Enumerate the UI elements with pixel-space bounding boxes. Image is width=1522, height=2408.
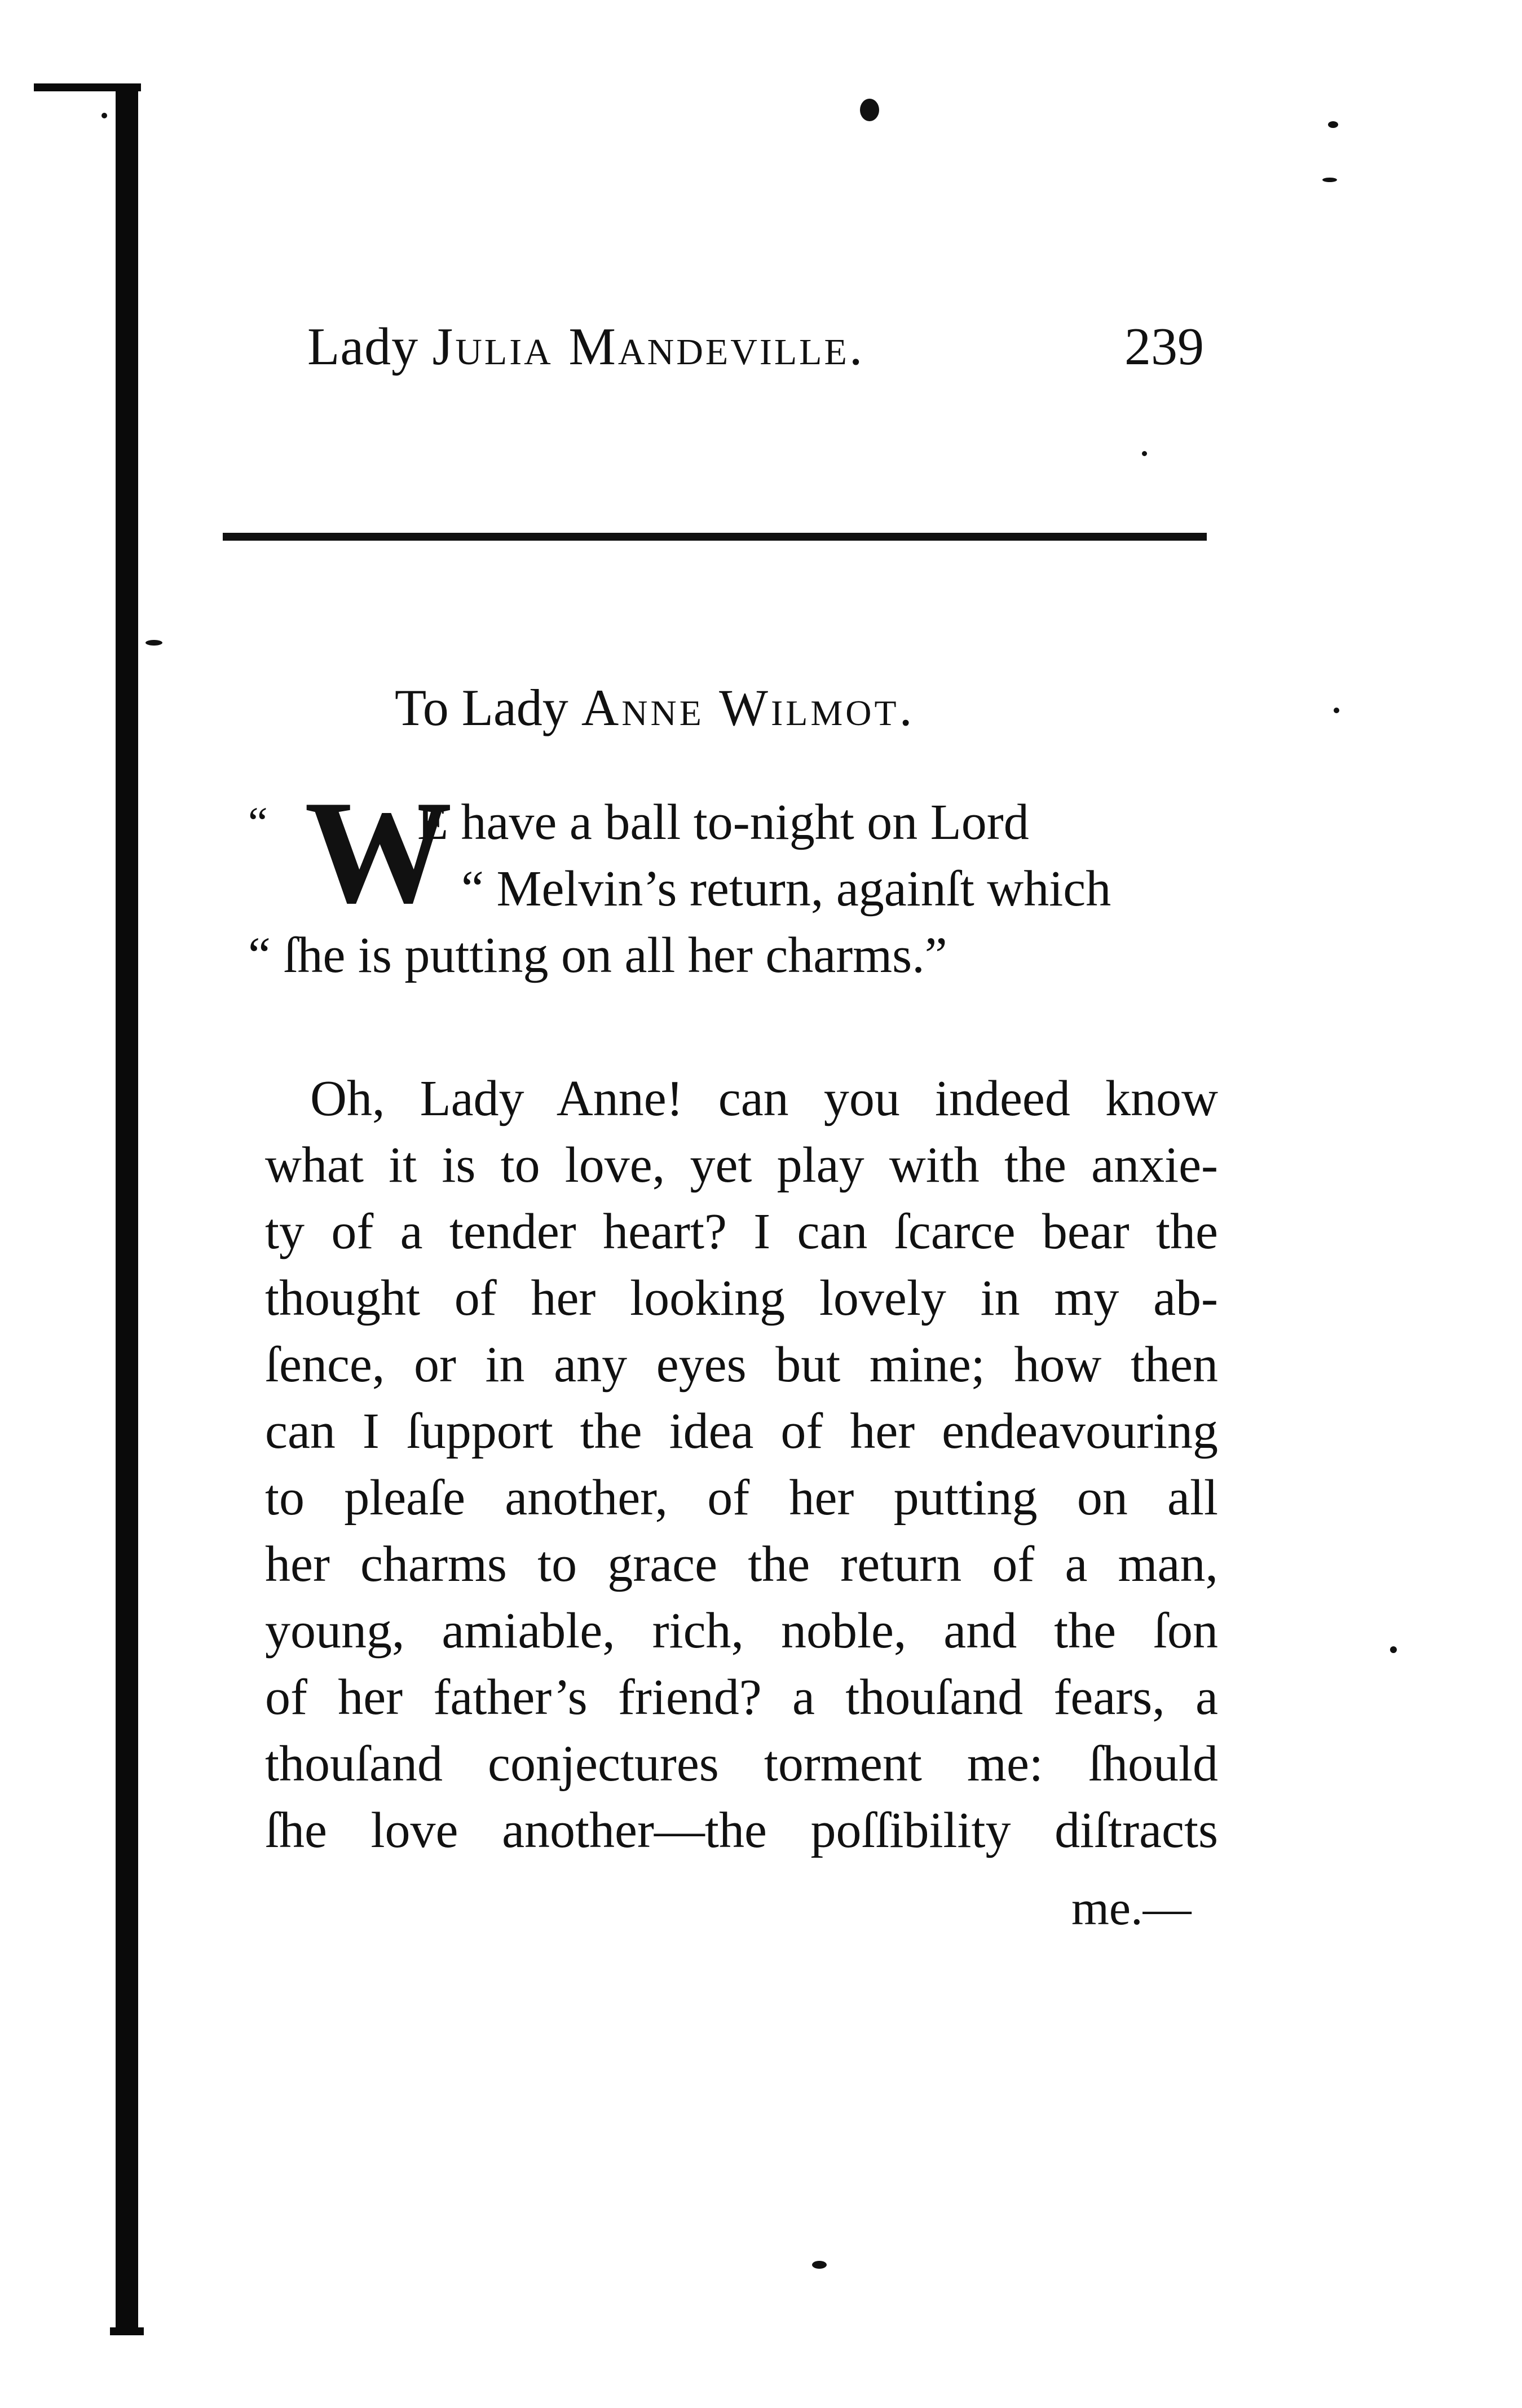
body-line: ſhe love another—the poſſibility diſtracts xyxy=(265,1802,1218,1858)
drop-cap: W xyxy=(305,770,452,934)
ink-speck xyxy=(1390,1646,1397,1653)
body-line: ſence, or in any eyes but mine; how then xyxy=(265,1337,1218,1393)
ink-speck xyxy=(860,99,879,121)
running-header xyxy=(307,313,1204,381)
quote-line-3: “ ſhe is putting on all her charms.” xyxy=(248,927,947,983)
running-title xyxy=(307,313,864,381)
header-rule xyxy=(223,533,1207,541)
catchword: me.— xyxy=(1071,1881,1192,1935)
body-line: ty of a tender heart? I can ſcarce bear the xyxy=(265,1204,1218,1260)
body-line: to pleaſe another, of her putting on all xyxy=(265,1470,1218,1526)
opening-quote-mark: “ xyxy=(248,798,268,847)
ink-speck xyxy=(1328,121,1338,128)
letter-heading xyxy=(395,674,1071,741)
ink-speck xyxy=(1322,178,1337,182)
ink-speck xyxy=(1142,451,1147,456)
quoted-opening xyxy=(248,770,1218,1004)
binding-edge xyxy=(116,85,138,2334)
ink-speck xyxy=(145,640,162,646)
quote-line-2: “ Melvin’s return, againſt which xyxy=(461,861,1111,917)
body-line: thought of her looking lovely in my ab- xyxy=(265,1270,1218,1326)
body-line: what it is to love, yet play with the anxie- xyxy=(265,1137,1218,1193)
body-line: Oh, Lady Anne! can you indeed know xyxy=(310,1071,1218,1126)
body-line: her charms to grace the return of a man, xyxy=(265,1536,1218,1592)
body-line: can I ſupport the idea of her endeavouring xyxy=(265,1403,1218,1459)
body-line: young, amiable, rich, noble, and the ſon xyxy=(265,1603,1218,1659)
running-title-plain: Lady xyxy=(307,317,433,376)
running-title-caps: Julia Mandeville. xyxy=(432,317,865,376)
letter-heading-plain: To Lady xyxy=(395,679,581,736)
quote-line-1: E have a ball to-night on Lord xyxy=(417,794,1029,850)
ink-speck xyxy=(812,2261,827,2269)
letter-heading-caps: Anne Wilmot. xyxy=(581,679,915,736)
ink-speck xyxy=(102,113,107,118)
body-line: thouſand conjectures torment me: ſhould xyxy=(265,1736,1218,1792)
binding-edge-bottom xyxy=(110,2327,144,2335)
body-paragraph xyxy=(265,1066,1218,1864)
body-line: of her father’s friend? a thouſand fears, a xyxy=(265,1669,1218,1725)
page-number: 239 xyxy=(1124,317,1204,376)
ink-speck xyxy=(1334,708,1339,713)
